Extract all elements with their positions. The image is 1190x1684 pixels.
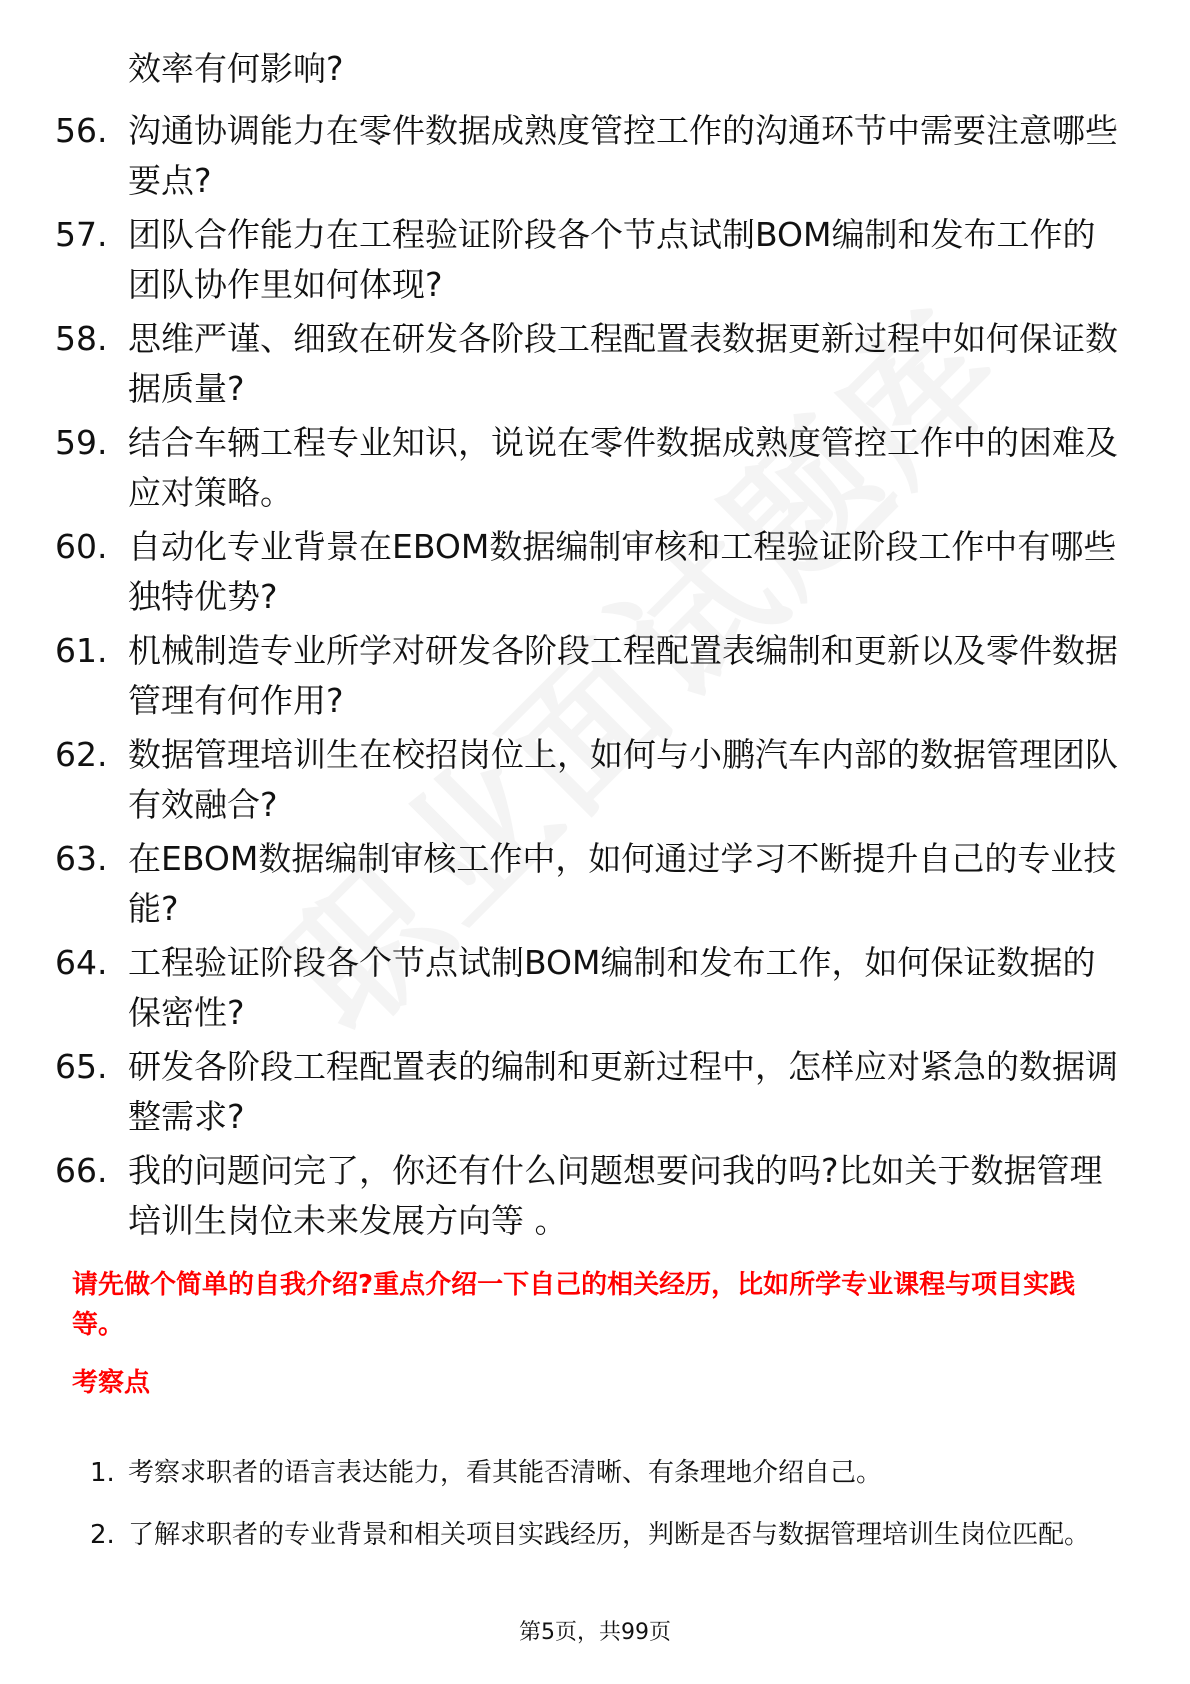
question-number: 57. (55, 215, 108, 254)
assessment-points-list (90, 1442, 1120, 1566)
question-number: 64. (55, 943, 108, 982)
question-continuation: 效率有何影响? (128, 49, 344, 88)
list-item (90, 1504, 1120, 1566)
list-item (55, 730, 1125, 830)
list-item (55, 1042, 1125, 1142)
question-text: 我的问题问完了，你还有什么问题想要问我的吗?比如关于数据管理培训生岗位未来发展方向等 。 (128, 1151, 1103, 1240)
question-text: 在EBOM数据编制审核工作中，如何通过学习不断提升自己的专业技能? (128, 839, 1117, 928)
question-text: 结合车辆工程专业知识，说说在零件数据成熟度管控工作中的困难及应对策略。 (128, 423, 1118, 512)
list-item (55, 522, 1125, 622)
list-item (55, 106, 1125, 206)
question-number: 63. (55, 839, 108, 878)
list-item (55, 938, 1125, 1038)
point-number: 2. (90, 1520, 115, 1550)
point-number: 1. (90, 1458, 115, 1488)
question-number: 58. (55, 319, 108, 358)
question-text: 机械制造专业所学对研发各阶段工程配置表编制和更新以及零件数据管理有何作用? (128, 631, 1118, 720)
question-text: 自动化专业背景在EBOM数据编制审核和工程验证阶段工作中有哪些独特优势? (128, 527, 1117, 616)
question-list (55, 106, 1125, 1250)
list-item (55, 210, 1125, 310)
list-item (55, 1146, 1125, 1246)
point-text: 了解求职者的专业背景和相关项目实践经历，判断是否与数据管理培训生岗位匹配。 (128, 1520, 1091, 1550)
section-title: 考察点 (72, 1368, 151, 1398)
list-item (55, 626, 1125, 726)
question-number: 62. (55, 735, 108, 774)
list-item (55, 314, 1125, 414)
question-number: 59. (55, 423, 108, 462)
question-number: 60. (55, 527, 108, 566)
question-text: 思维严谨、细致在研发各阶段工程配置表数据更新过程中如何保证数据质量? (128, 319, 1118, 408)
question-number: 56. (55, 111, 108, 150)
question-text: 沟通协调能力在零件数据成熟度管控工作的沟通环节中需要注意哪些要点? (128, 111, 1118, 200)
question-number: 66. (55, 1151, 108, 1190)
question-text: 工程验证阶段各个节点试制BOM编制和发布工作，如何保证数据的保密性? (128, 943, 1096, 1032)
point-text: 考察求职者的语言表达能力，看其能否清晰、有条理地介绍自己。 (128, 1458, 883, 1488)
question-number: 61. (55, 631, 108, 670)
list-item (55, 418, 1125, 518)
page-footer: 第5页，共99页 (519, 1620, 671, 1645)
list-item (55, 834, 1125, 934)
highlight-question: 请先做个简单的自我介绍?重点介绍一下自己的相关经历，比如所学专业课程与项目实践等。 (72, 1270, 1076, 1340)
list-item (90, 1442, 1120, 1504)
question-text: 数据管理培训生在校招岗位上，如何与小鹏汽车内部的数据管理团队有效融合? (128, 735, 1118, 824)
question-text: 团队合作能力在工程验证阶段各个节点试制BOM编制和发布工作的团队协作里如何体现? (128, 215, 1096, 304)
question-text: 研发各阶段工程配置表的编制和更新过程中，怎样应对紧急的数据调整需求? (128, 1047, 1118, 1136)
question-number: 65. (55, 1047, 108, 1086)
